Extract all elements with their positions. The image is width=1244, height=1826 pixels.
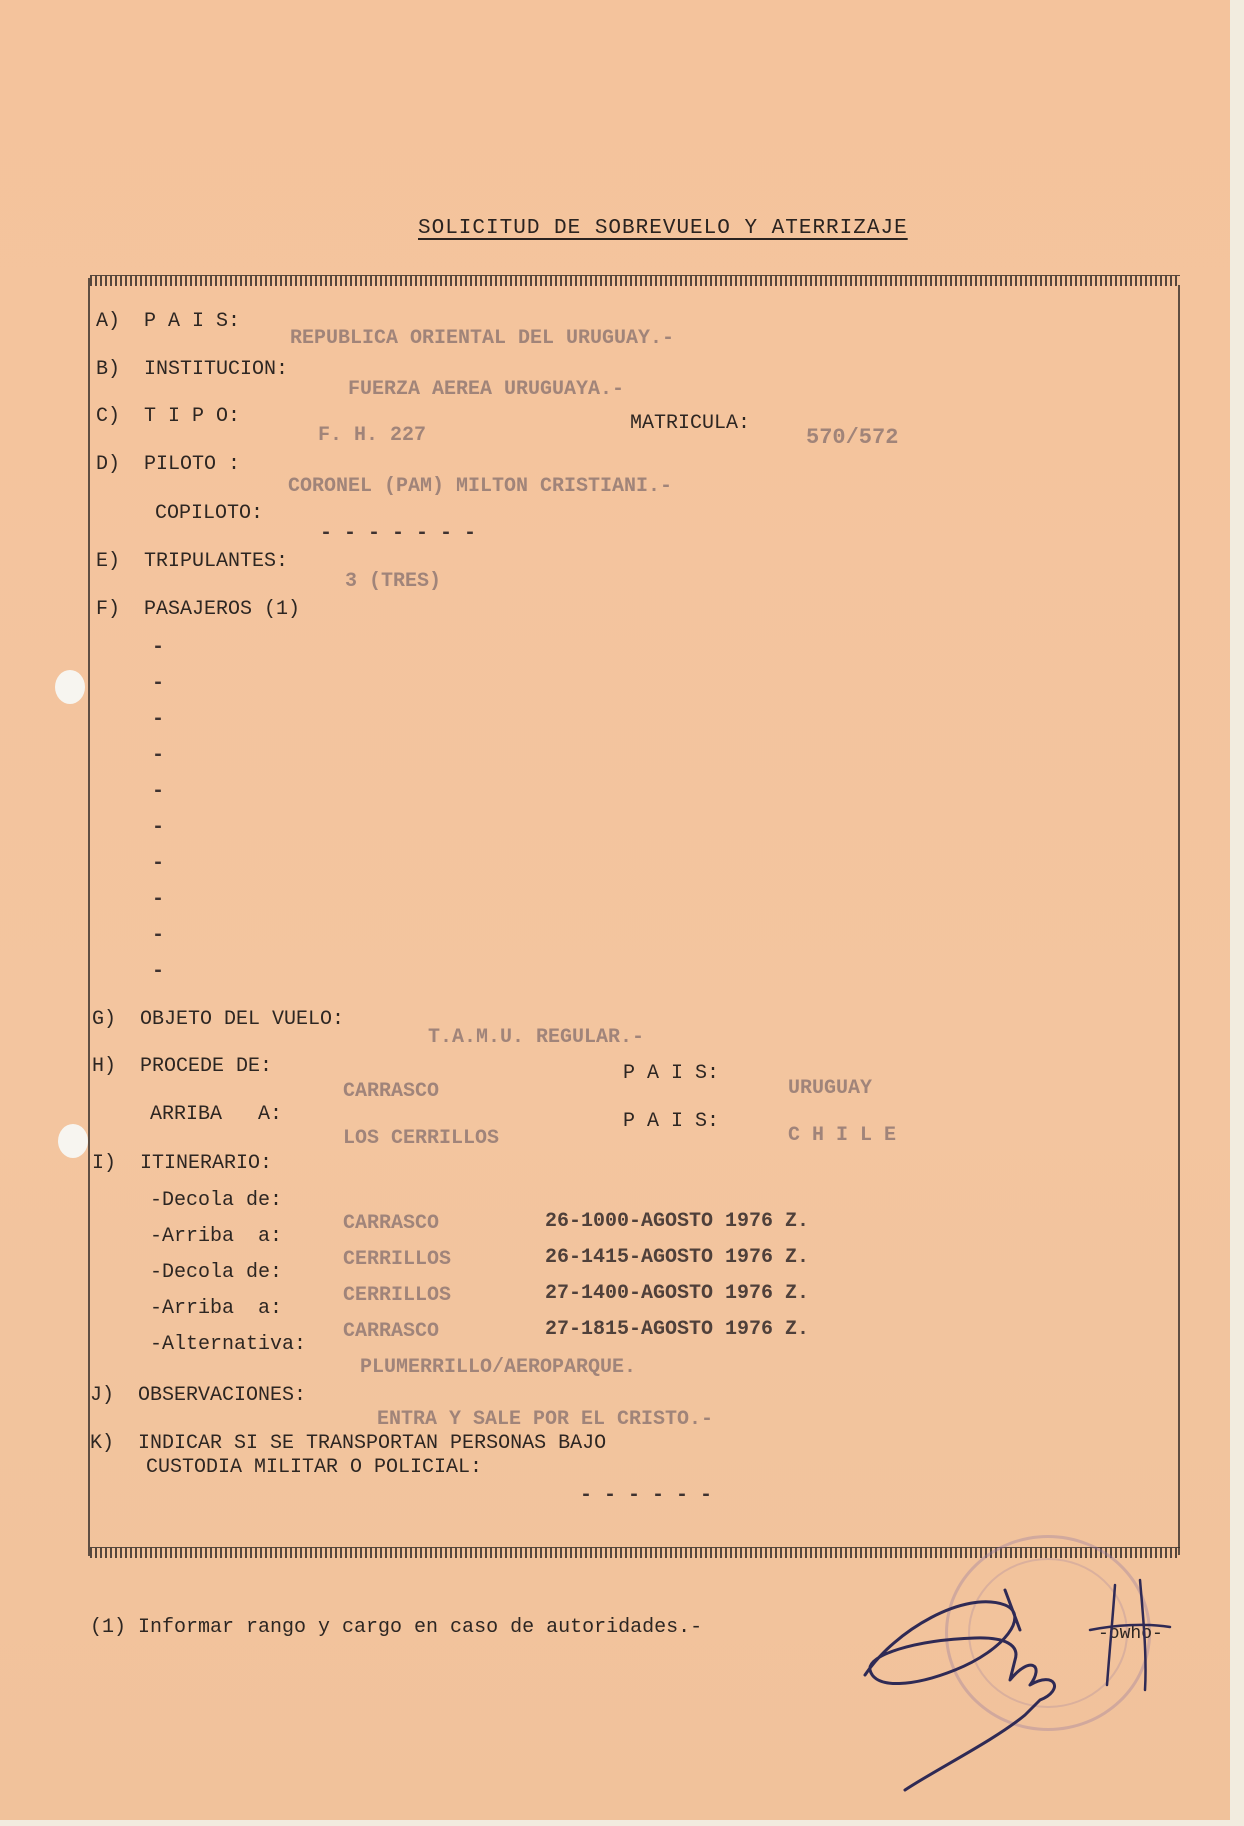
field-piloto-label: D) PILOTO : [96,453,241,476]
punch-hole-top [55,670,85,704]
initials-signature [1085,1575,1175,1705]
itinerario-row-date: 27-1815-AGOSTO 1976 Z. [545,1318,810,1341]
field-procede-pais-label: P A I S: [623,1062,720,1085]
itinerario-row-place: CERRILLOS [343,1284,452,1307]
field-matricula-label: MATRICULA: [630,412,751,435]
itinerario-row-label: -Decola de: [150,1261,283,1284]
field-objeto-label: G) OBJETO DEL VUELO: [92,1008,345,1031]
pasajero-line: - [152,888,165,911]
itinerario-row-date: 27-1400-AGOSTO 1976 Z. [545,1282,810,1305]
field-custodia-label-2: CUSTODIA MILITAR O POLICIAL: [146,1456,483,1479]
pasajero-line: - [152,708,165,731]
field-procede-value: CARRASCO [343,1080,440,1103]
itinerario-row-place: CARRASCO [343,1320,440,1343]
field-arriba-label: ARRIBA A: [150,1103,283,1126]
field-procede-pais-value: URUGUAY [788,1077,873,1100]
field-observaciones-label: J) OBSERVACIONES: [90,1384,307,1407]
field-pais-value: REPUBLICA ORIENTAL DEL URUGUAY.- [290,327,675,350]
field-custodia-label: K) INDICAR SI SE TRANSPORTAN PERSONAS BAJO [90,1432,607,1455]
field-tripulantes-label: E) TRIPULANTES: [96,550,289,573]
itinerario-row-label: -Alternativa: [150,1333,307,1356]
punch-hole-bottom [58,1124,88,1158]
pasajero-line: - [152,636,165,659]
itinerario-row-label: -Decola de: [150,1189,283,1212]
signature [855,1570,1115,1810]
form-border-top [90,275,1180,286]
footnote: (1) Informar rango y cargo en caso de autoridades.- [90,1616,703,1639]
itinerario-row-date: 26-1415-AGOSTO 1976 Z. [545,1246,810,1269]
field-observaciones-value: ENTRA Y SALE POR EL CRISTO.- [377,1408,714,1431]
field-piloto-value: CORONEL (PAM) MILTON CRISTIANI.- [288,475,673,498]
field-tripulantes-value: 3 (TRES) [345,570,442,593]
pasajero-line: - [152,780,165,803]
field-pasajeros-label: F) PASAJEROS (1) [96,598,301,621]
field-institucion-label: B) INSTITUCION: [96,358,289,381]
field-tipo-label: C) T I P O: [96,405,241,428]
pasajero-line: - [152,852,165,875]
field-institucion-value: FUERZA AEREA URUGUAYA.- [348,378,625,401]
itinerario-row-place: CARRASCO [343,1212,440,1235]
field-procede-label: H) PROCEDE DE: [92,1055,273,1078]
field-arriba-value: LOS CERRILLOS [343,1127,500,1150]
field-copiloto-label: COPILOTO: [155,502,264,525]
pasajero-line: - [152,672,165,695]
field-arriba-pais-value: C H I L E [788,1124,897,1147]
field-custodia-value: - - - - - - [580,1484,713,1507]
pasajero-line: - [152,960,165,983]
pasajero-line: - [152,744,165,767]
initials: -owho- [1098,1624,1163,1644]
itinerario-row-label: -Arriba a: [150,1297,283,1320]
field-copiloto-value: - - - - - - - [320,522,477,545]
itinerario-row-place: CERRILLOS [343,1248,452,1271]
field-pais-label: A) P A I S: [96,310,241,333]
document-title: SOLICITUD DE SOBREVUELO Y ATERRIZAJE [418,217,908,240]
pasajero-line: - [152,924,165,947]
field-itinerario-label: I) ITINERARIO: [92,1152,273,1175]
form-border-left [88,278,90,1556]
form-border-right [1178,285,1180,1555]
field-arriba-pais-label: P A I S: [623,1110,720,1133]
field-tipo-value: F. H. 227 [318,424,427,447]
field-alternativa-value: PLUMERRILLO/AEROPARQUE. [360,1356,637,1379]
itinerario-row-label: -Arriba a: [150,1225,283,1248]
field-objeto-value: T.A.M.U. REGULAR.- [428,1026,645,1049]
itinerario-row-date: 26-1000-AGOSTO 1976 Z. [545,1210,810,1233]
pasajero-line: - [152,816,165,839]
field-matricula-value: 570/572 [806,425,899,450]
